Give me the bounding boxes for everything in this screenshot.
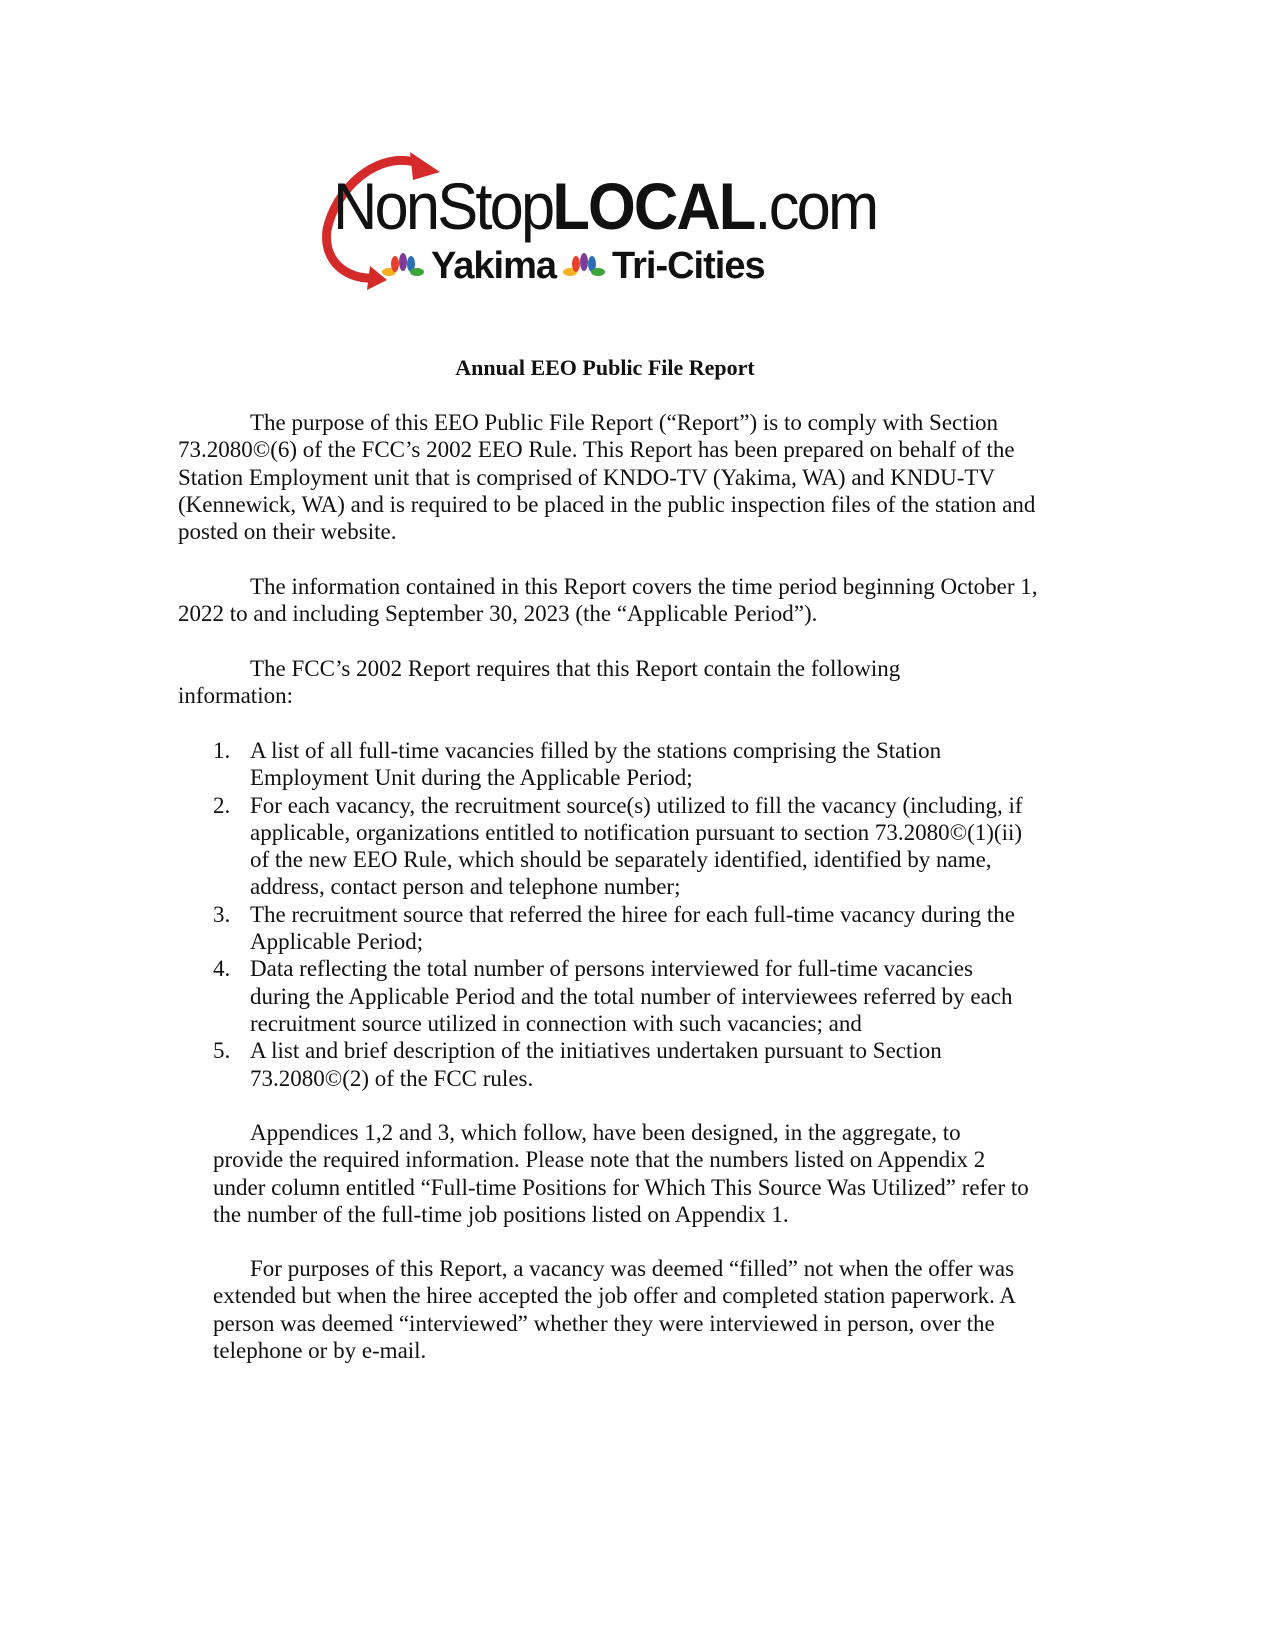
logo-city-tricities: Tri-Cities [612, 245, 765, 287]
logo-city-yakima: Yakima [431, 245, 556, 287]
list-text: A list of all full-time vacancies filled by the stations comprising the Station Employment Unit during the Applicable Period; [250, 738, 942, 791]
purpose-paragraph: The purpose of this EEO Public File Report (“Report”) is to comply with Section 73.2080©(6) of the FCC’s 2002 EEO Rule. This Report has been prepared on behalf of the Station Employment unit that is comprised of KNDO-TV (Yakima, WA) and KNDU-TV (Kennewick, WA) and is required to be placed in the public inspection files of the station and posted on their website. [178, 410, 1036, 545]
list-text: A list and brief description of the initiatives undertaken pursuant to Section 73.2080©(2) of the FCC rules. [250, 1038, 942, 1091]
nbc-peacock-icon [381, 252, 425, 282]
list-item [213, 792, 1038, 901]
appendices-paragraph: Appendices 1,2 and 3, which follow, have been designed, in the aggregate, to provide the required information. Please note that the numbers listed on Appendix 2 under column entitled “Full-time Positions for Which This Source Was Utilized” refer to the number of the full-time job positions listed on Appendix 1. [213, 1120, 1029, 1227]
list-item [213, 901, 1038, 956]
list-number: 1. [213, 738, 231, 763]
list-item [213, 737, 1038, 792]
list-text: Data reflecting the total number of persons interviewed for full-time vacancies during the Applicable Period and the total number of interviewees referred by each recruitment source utilized in connection with such vacancies; and [250, 956, 1013, 1036]
list-text: The recruitment source that referred the hiree for each full-time vacancy during the Applicable Period; [250, 901, 1016, 955]
logo-local: LOCAL [552, 169, 755, 243]
nbc-peacock-icon [562, 252, 606, 282]
list-item [213, 955, 1038, 1037]
nonstoplocal-logo [315, 150, 915, 300]
list-text: For each vacancy, the recruitment source(s) utilized to fill the vacancy (including, if applicable, organizations entitled to notification pursuant to section 73.2080©(1)(ii) of the new EEO Rule, which should be separately identified, identified by name, address, contact person and telephone number; [250, 792, 1023, 900]
list-number: 2. [213, 792, 231, 818]
list-item [213, 1037, 1038, 1092]
requirements-paragraph: The FCC’s 2002 Report requires that this Report contain the following information: [178, 656, 901, 709]
logo-nonstop: NonStop [333, 169, 553, 243]
list-number: 5. [213, 1038, 231, 1064]
logo-com: .com [754, 169, 877, 243]
list-number: 3. [213, 901, 231, 927]
definitions-paragraph: For purposes of this Report, a vacancy was deemed “filled” not when the offer was extended but when the hiree accepted the job offer and completed station paperwork. A person was deemed “interviewed” whether they were interviewed in person, over the telephone or by e-mail. [213, 1256, 1015, 1363]
period-paragraph: The information contained in this Report covers the time period beginning October 1, 2022 to and including September 30, 2023 (the “Applicable Period”). [178, 574, 1038, 627]
requirements-list [213, 737, 1038, 1092]
report-title: Annual EEO Public File Report [455, 355, 755, 380]
list-number: 4. [213, 956, 231, 982]
